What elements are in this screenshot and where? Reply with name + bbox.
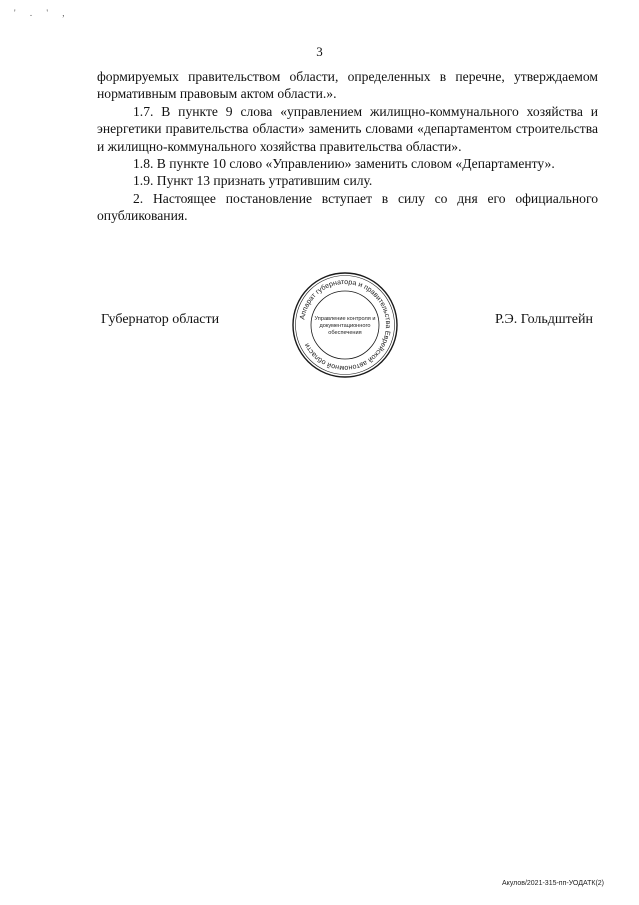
seal-center-line: обеспечения bbox=[328, 330, 362, 336]
seal-center-line: документационного bbox=[319, 323, 371, 329]
document-body bbox=[97, 68, 598, 225]
signer-name: Р.Э. Гольдштейн bbox=[494, 312, 593, 327]
page-number: 3 bbox=[316, 44, 323, 59]
paragraph: 2. Настоящее постановление вступает в силу со дня его официального опубликования. bbox=[97, 190, 598, 224]
seal-center-line: Управление контроля и bbox=[314, 316, 376, 322]
official-seal-stamp bbox=[291, 271, 399, 379]
scan-artifact-marks: ' . ' , bbox=[14, 8, 71, 18]
paragraph: 1.8. В пункте 10 слово «Управлению» заменить словом «Департаменту». bbox=[133, 156, 555, 172]
paragraph: 1.9. Пункт 13 признать утратившим силу. bbox=[133, 173, 373, 189]
registration-number: Акулов/2021-315-пп-УОДАТК(2) bbox=[502, 880, 604, 887]
paragraph: 1.7. В пункте 9 слова «управлением жилищно-коммунального хозяйства и энергетики правительства области» заменить словами «департаментом строительства и жилищно-коммунального хозяйства правительства области». bbox=[97, 103, 598, 154]
seal-ring-text: Аппарат губернатора и правительства Еврейской автономной области bbox=[298, 277, 393, 373]
paragraph: формируемых правительством области, определенных в перечне, утверждаемом нормативным правовым актом области.». bbox=[97, 69, 598, 102]
signer-position: Губернатор области bbox=[101, 312, 220, 327]
